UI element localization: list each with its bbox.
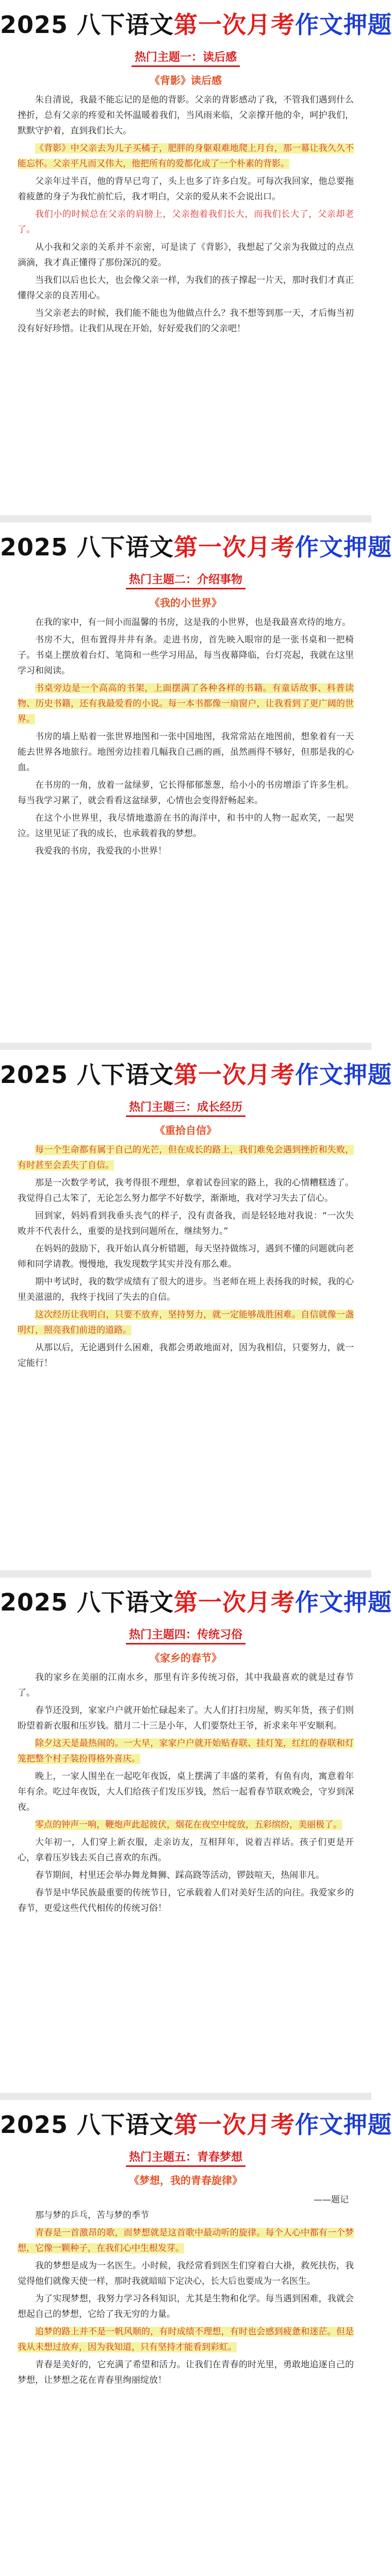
section-separator xyxy=(0,1043,371,1050)
paragraph: 《背影》中父亲去为儿子买橘子，肥胖的身躯艰难地爬上月台，那一幕让我久久不能忘怀。父亲平凡而又伟大，他把所有的爱都化成了一个朴素的背影。 xyxy=(18,143,354,169)
section-headline xyxy=(0,2109,392,2140)
section-2 xyxy=(0,522,392,1043)
section-body xyxy=(0,87,371,349)
paragraph: 在妈妈的鼓励下，我开始认真分析错题，每天坚持做练习，遇到不懂的问题就向老师和同学请教。慢慢地，我发现数学其实并没有那么难。 xyxy=(18,1244,354,1269)
headline-part2: 第一次月考 xyxy=(174,11,296,39)
section-headline xyxy=(0,1587,392,1618)
section-topic: 热门主题二：介绍事物 xyxy=(0,570,371,589)
section-headline xyxy=(0,532,392,563)
paragraph: 回到家，妈妈看到我垂头丧气的样子，没有责备我，而是轻轻地对我说：“一次失败并不代表什么，重要的是找到问题所在，继续努力。” xyxy=(18,1211,354,1236)
section-headline xyxy=(0,1059,392,1090)
headline-part2: 第一次月考 xyxy=(174,533,296,561)
section-separator xyxy=(0,515,371,522)
paragraph: 零点的钟声一响，鞭炮声此起彼伏，烟花在夜空中绽放，五彩缤纷，美丽极了。 xyxy=(35,1820,342,1830)
section-subtitle: 《背影》读后感 xyxy=(150,74,222,87)
section-5 xyxy=(0,2100,392,2576)
paragraph: 书房的墙上贴着一张世界地图和一张中国地图，我常常站在地图前，想象着有一天能去世界各地旅行。地图旁边挂着几幅我自己画的画，虽然画得不够好，但那是我的心血。 xyxy=(18,732,354,773)
epigraph-byline: ——题记 xyxy=(314,2195,349,2205)
headline-part1: 2025 八下语文 xyxy=(0,1588,174,1616)
section-topic: 热门主题四：传统习俗 xyxy=(0,1625,371,1645)
paragraph: 那与梦的乒乓，苦与梦的季节 xyxy=(35,2210,149,2221)
section-subtitle: 《我的小世界》 xyxy=(150,597,222,609)
paragraph: 我的梦想是成为一名医生。小时候，我经常看到医生们穿着白大褂，救死扶伤，我觉得他们就像天使一样，那时我就暗暗下定决心，长大后也要成为一名医生。 xyxy=(18,2261,354,2286)
section-topic: 热门主题一：读后感 xyxy=(0,47,371,67)
paragraph: 晚上，一家人围坐在一起吃年夜饭，桌上摆满了丰盛的菜肴，有鱼有肉，寓意着年年有余。吃过年夜饭，大人们给孩子们发压岁钱，然后一起看春节联欢晚会，守岁到深夜。 xyxy=(18,1771,354,1812)
headline-part3: 作文押题 xyxy=(295,2111,392,2139)
headline-part2: 第一次月考 xyxy=(174,2111,296,2139)
section-topic: 热门主题五：青春梦想 xyxy=(0,2147,371,2167)
paragraph: 青春是美好的，它充满了希望和活力。让我们在青春的时光里，勇敢地追逐自己的梦想，让梦想之花在青春里绚丽绽放！ xyxy=(18,2360,354,2385)
headline-part2: 第一次月考 xyxy=(174,1061,296,1089)
section-1 xyxy=(0,0,392,515)
headline-part1: 2025 八下语文 xyxy=(0,11,174,39)
section-body xyxy=(0,1665,371,1928)
paragraph: 在这个小世界里，我尽情地遨游在书的海洋中，和书中的人物一起欢笑，一起哭泣。这里见证了我的成长，也承载着我的梦想。 xyxy=(18,813,354,839)
paragraph: 在书房的一角，放着一盆绿萝，它长得郁郁葱葱，给小小的书房增添了许多生机。每当我学习累了，就会看看这盆绿萝，心情也会变得舒畅起来。 xyxy=(18,780,354,806)
headline-part1: 2025 八下语文 xyxy=(0,1061,174,1089)
paragraph: 追梦的路上并不是一帆风顺的，有时成绩不理想，有时也会感到疲惫和迷茫。但是我从未想过放弃，因为我知道，只有坚持才能看到彩虹。 xyxy=(18,2327,354,2352)
paragraph: 春节是中华民族最重要的传统节日，它承载着人们对美好生活的向往。我爱家乡的春节，更爱这些代代相传的传统习俗！ xyxy=(18,1888,354,1913)
headline-part2: 第一次月考 xyxy=(174,1588,296,1616)
paragraph: 在我的家中，有一间小而温馨的书房，这是我的小世界，也是我最喜欢待的地方。 xyxy=(35,617,351,628)
section-subtitle: 《梦想，我的青春旋律》 xyxy=(129,2174,242,2187)
paragraph: 大年初一，人们穿上新衣服，走亲访友，互相拜年，说着吉祥话。孩子们更是开心，拿着压岁钱去买自己喜欢的东西。 xyxy=(18,1837,354,1863)
headline-part3: 作文押题 xyxy=(295,11,392,39)
section-3 xyxy=(0,1050,392,1570)
section-separator xyxy=(0,2093,371,2100)
section-4 xyxy=(0,1578,392,2093)
paragraph: 为了实现梦想，我努力学习各科知识，尤其是生物和化学。每当遇到困难，我就会想起自己的梦想，它给了我无穷的力量。 xyxy=(18,2294,354,2319)
paragraph: 青春是一首激昂的歌，而梦想就是这首歌中最动听的旋律。每个人心中都有一个梦想，它像一颗种子，在我们心中生根发芽。 xyxy=(18,2228,354,2253)
paragraph: 我的家乡在美丽的江南水乡，那里有许多传统习俗，其中我最喜欢的就是过春节了。 xyxy=(18,1672,354,1698)
paragraph: 我爱我的书房，我爱我的小世界！ xyxy=(35,846,167,856)
section-body xyxy=(0,609,371,871)
section-headline xyxy=(0,9,392,40)
headline-part1: 2025 八下语文 xyxy=(0,2111,174,2139)
paragraph: 春节还没到，家家户户就开始忙碌起来了。大人们打扫房屋，购买年货，孩子们则盼望着新衣服和压岁钱。腊月二十三是小年，人们要祭灶王爷，祈求来年平安顺利。 xyxy=(18,1705,354,1731)
headline-part3: 作文押题 xyxy=(295,533,392,561)
paragraph: 那是一次数学考试，我考得很不理想，拿着试卷回家的路上，我的心情糟糕透了。我觉得自己太笨了，无论怎么努力都学不好数学，渐渐地，我对学习失去了信心。 xyxy=(18,1178,354,1204)
headline-part3: 作文押题 xyxy=(295,1588,392,1616)
section-separator xyxy=(0,1570,371,1578)
section-subtitle: 《家乡的春节》 xyxy=(150,1652,222,1664)
paragraph: 除夕这天是最热闹的。一大早，家家户户就开始贴春联、挂灯笼，红红的春联和灯笼把整个村子装扮得格外喜庆。 xyxy=(18,1738,354,1764)
section-subtitle: 《重拾自信》 xyxy=(155,1124,217,1137)
headline-part3: 作文押题 xyxy=(295,1061,392,1089)
paragraph: 父亲年过半百，他的背早已弯了，头上也多了许多白发。可每次我回家，他总要拖着疲惫的身子为我忙前忙后，我才明白，父亲的爱从来不会说出口。 xyxy=(18,176,354,202)
headline-part1: 2025 八下语文 xyxy=(0,533,174,561)
paragraph: 这次经历让我明白，只要不放弃，坚持努力，就一定能够战胜困难。自信就像一盏明灯，照亮我们前进的道路。 xyxy=(18,1310,354,1335)
paragraph: 书房不大，但布置得井井有条。走进书房，首先映入眼帘的是一张书桌和一把椅子。书桌上摆放着台灯、笔筒和一些学习用品，每当夜幕降临，台灯亮起，我就在这里学习和阅读。 xyxy=(18,635,354,676)
paragraph: 期中考试时，我的数学成绩有了很大的进步。当老师在班上表扬我的时候，我的心里美滋滋的，我终于找回了失去的自信。 xyxy=(18,1277,354,1302)
section-body xyxy=(0,1137,371,1383)
paragraph: 春节期间，村里还会举办舞龙舞狮、踩高跷等活动，锣鼓喧天，热闹非凡。 xyxy=(35,1870,324,1880)
section-body xyxy=(0,2187,371,2400)
section-topic: 热门主题三：成长经历 xyxy=(0,1097,371,1117)
paragraph: 书桌旁边是一个高高的书架，上面摆满了各种各样的书籍。有童话故事、科普读物、历史书籍，还有我最爱看的小说。每一本书都像一扇窗户，让我看到了更广阔的世界。 xyxy=(18,683,354,724)
paragraph: 朱自清说，我最不能忘记的是他的背影。父亲的背影感动了我，不管我们遇到什么挫折，总有父亲的疼爱和关怀温暖着我们，当风雨来临，父亲撑开他的伞，呵护我们，默默守护着，直到我们长大。 xyxy=(18,95,354,136)
paragraph: 当我们以后也长大，也会像父亲一样，为我们的孩子撑起一片天，那时我们才真正懂得父亲的良苦用心。 xyxy=(18,275,354,301)
paragraph: 从小我和父亲的关系并不亲密，可是读了《背影》，我想起了父亲为我做过的点点滴滴，我才真正懂得了那份深沉的爱。 xyxy=(18,242,354,268)
paragraph: 当父亲老去的时候，我们能不能也为他做点什么？我不想等到那一天，才后悔当初没有好好珍惜。让我们从现在开始，好好爱我们的父亲吧！ xyxy=(18,308,354,334)
paragraph: 每一个生命都有属于自己的光芒，但在成长的路上，我们难免会遇到挫折和失败，有时甚至会丢失了自信。 xyxy=(18,1145,354,1171)
paragraph: 从那以后，无论遇到什么困难，我都会勇敢地面对，因为我相信，只要努力，就一定能行！ xyxy=(18,1343,354,1368)
paragraph: 我们小的时候总在父亲的肩膀上，父亲抱着我们长大，而我们长大了，父亲却老了。 xyxy=(18,209,354,235)
